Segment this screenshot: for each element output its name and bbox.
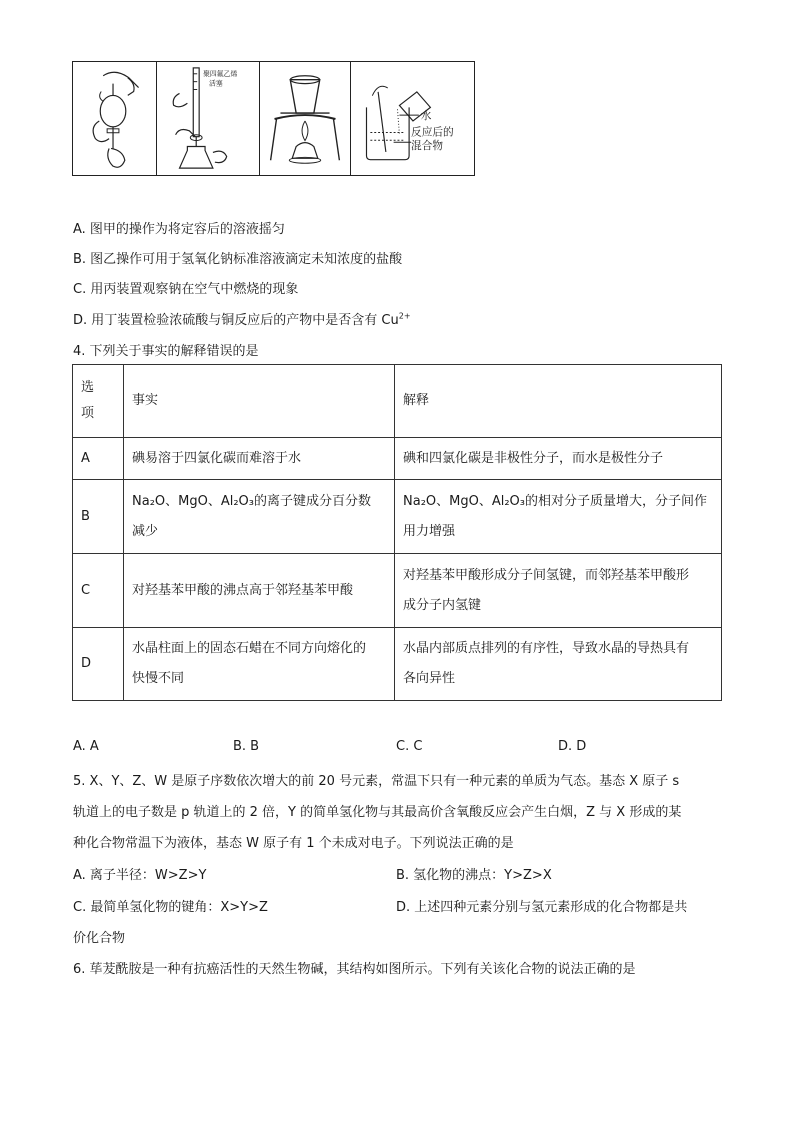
row-fact: Na₂O、MgO、Al₂O₃的离子键成分百分数 减少 xyxy=(124,480,395,554)
label-mixture-1: 反应后的 xyxy=(411,125,454,139)
apparatus-bing xyxy=(260,62,351,175)
row-option: A xyxy=(73,438,124,480)
q5-option-d: D. 上述四种元素分别与氢元素形成的化合物都是共 xyxy=(396,900,688,915)
table-row xyxy=(73,628,722,701)
table-row xyxy=(73,480,722,554)
header-explanation: 解释 xyxy=(395,365,722,438)
q5-stem-line3: 种化合物常温下为液体，基态 W 原子有 1 个未成对电子。下列说法正确的是 xyxy=(73,836,514,851)
table-header-row xyxy=(73,365,722,438)
q4-stem: 4. 下列关于事实的解释错误的是 xyxy=(73,344,259,359)
q4-answer-c: C. C xyxy=(396,739,423,754)
q5-option-d-continued: 价化合物 xyxy=(73,931,126,946)
row-explanation: Na₂O、MgO、Al₂O₃的相对分子质量增大，分子间作 用力增强 xyxy=(395,480,722,554)
row-explanation: 碘和四氯化碳是非极性分子，而水是极性分子 xyxy=(395,438,722,480)
apparatus-ding xyxy=(351,62,474,175)
q5-stem-line1: 5. X、Y、Z、W 是原子序数依次增大的前 20 号元素，常温下只有一种元素的单质为气态。基态 X 原子 s xyxy=(73,774,680,789)
row-option: C xyxy=(73,554,124,628)
apparatus-yi xyxy=(157,62,260,175)
q6-stem: 6. 荜茇酰胺是一种有抗癌活性的天然生物碱，其结构如图所示。下列有关该化合物的说法正确的是 xyxy=(73,962,636,977)
row-option: D xyxy=(73,628,124,701)
header-fact: 事实 xyxy=(124,365,395,438)
separatory-funnel-drawing xyxy=(73,62,156,175)
q3-option-d xyxy=(73,309,411,328)
q5-stem-line2: 轨道上的电子数是 p 轨道上的 2 倍，Y 的简单氢化物与其最高价含氧酸反应会产生白烟，Z 与 X 形成的某 xyxy=(73,805,682,820)
svg-text:活塞: 活塞 xyxy=(208,79,223,88)
row-explanation: 对羟基苯甲酸形成分子间氢键，而邻羟基苯甲酸形 成分子内氢键 xyxy=(395,554,722,628)
q4-answer-a: A. A xyxy=(73,739,99,754)
apparatus-jia xyxy=(73,62,157,175)
q5-option-b: B. 氢化物的沸点：Y>Z>X xyxy=(396,868,552,883)
svg-text:聚四氟乙烯: 聚四氟乙烯 xyxy=(203,69,238,78)
label-water: 水 xyxy=(420,108,432,122)
label-mixture-2: 混合物 xyxy=(411,139,443,153)
header-option: 选 项 xyxy=(73,365,124,438)
q4-answer-d: D. D xyxy=(558,739,587,754)
row-fact: 碘易溶于四氯化碳而难溶于水 xyxy=(124,438,395,480)
q4-table xyxy=(72,364,722,701)
q5-option-c: C. 最简单氢化物的键角：X>Y>Z xyxy=(73,900,268,915)
q3-option-d-text: D. 用丁装置检验浓硫酸与铜反应后的产物中是否含有 Cu xyxy=(73,313,399,328)
q4-answer-b: B. B xyxy=(233,739,260,754)
q3-option-b: B. 图乙操作可用于氢氧化钠标准溶液滴定未知浓度的盐酸 xyxy=(73,252,403,267)
q5-option-a: A. 离子半径：W>Z>Y xyxy=(73,868,207,883)
q3-option-c: C. 用丙装置观察钠在空气中燃烧的现象 xyxy=(73,282,299,297)
row-fact: 对羟基苯甲酸的沸点高于邻羟基苯甲酸 xyxy=(124,554,395,628)
apparatus-figure xyxy=(72,61,475,176)
table-row xyxy=(73,438,722,480)
row-option: B xyxy=(73,480,124,554)
q3-option-a: A. 图甲的操作为将定容后的溶液摇匀 xyxy=(73,222,285,237)
q3-option-d-superscript: 2+ xyxy=(398,311,411,321)
row-explanation: 水晶内部质点排列的有序性，导致水晶的导热具有 各向异性 xyxy=(395,628,722,701)
row-fact: 水晶柱面上的固态石蜡在不同方向熔化的 快慢不同 xyxy=(124,628,395,701)
crucible-burner-drawing xyxy=(260,62,350,175)
beaker-dilution-drawing xyxy=(351,62,474,175)
table-row xyxy=(73,554,722,628)
burette-titration-drawing xyxy=(157,62,259,175)
